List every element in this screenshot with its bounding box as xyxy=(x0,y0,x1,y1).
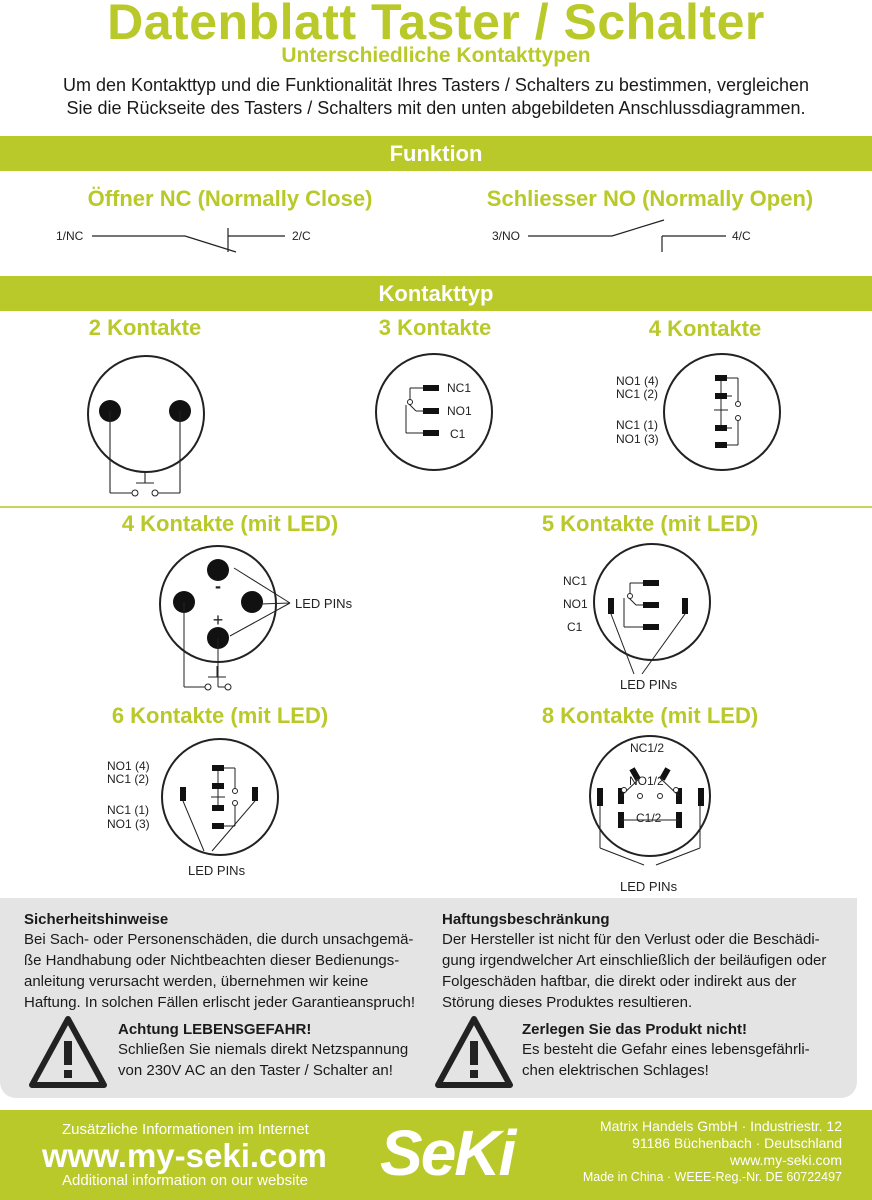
k4led-led-pins-label: LED PINs xyxy=(295,596,353,611)
k5-label-c1: C1 xyxy=(567,620,583,634)
no-left-label: 3/NO xyxy=(492,229,521,243)
footer-company-info xyxy=(520,1118,842,1186)
nc-title: Öffner NC (Normally Close) xyxy=(87,186,373,211)
no-switch-symbol xyxy=(528,220,726,252)
k4led-plus: + xyxy=(212,610,224,630)
funktion-bar: Funktion xyxy=(0,136,872,171)
k5led-led-pins-label: LED PINs xyxy=(620,677,678,692)
nc-left-label: 1/NC xyxy=(56,229,84,243)
liability-line: Störung dieses Produktes resultieren. xyxy=(442,994,693,1011)
k4led-minus: - xyxy=(215,576,221,596)
warning-danger-line: Schließen Sie niemals direkt Netzspannung xyxy=(118,1041,409,1058)
liability-line: gung irgendwelcher Art einschließlich der beiläufigen oder xyxy=(442,952,827,969)
page-title: Datenblatt Taster / Schalter xyxy=(107,0,765,50)
intro-line: Um den Kontakttyp und die Funktionalität Ihres Tasters / Schalters zu bestimmen, vergleichen xyxy=(62,75,810,95)
footer-info-en: Additional information on our website xyxy=(62,1172,308,1189)
k3-label-nc1: NC1 xyxy=(447,381,472,395)
safety-line: Haftung. In solchen Fällen erlischt jeder Garantieanspruch! xyxy=(24,994,416,1011)
k6-label-nc1-2: NC1 (2) xyxy=(107,772,150,786)
k3-diagram xyxy=(370,350,500,480)
k2-title: 2 Kontakte xyxy=(88,315,202,340)
nc-switch-symbol xyxy=(92,228,285,252)
k8led-led-pins-label: LED PINs xyxy=(620,879,678,894)
k5led-title: 5 Kontakte (mit LED) xyxy=(541,511,759,536)
footer-company: Matrix Handels GmbH · Industriestr. 12 xyxy=(600,1118,842,1134)
k4-label-no1-3: NO1 (3) xyxy=(616,432,659,446)
warning-danger-title: Achtung LEBENSGEFAHR! xyxy=(118,1021,312,1038)
warning-danger xyxy=(118,1020,438,1081)
k8-label-no12: NO1/2 xyxy=(629,774,664,788)
kontakttyp-bar: Kontakttyp xyxy=(0,276,872,311)
k6led-led-pins-label: LED PINs xyxy=(188,863,246,878)
section-divider xyxy=(0,506,872,508)
safety-line: anleitung verursacht werden, übernehmen wir keine xyxy=(24,973,369,990)
k6-label-nc1-1: NC1 (1) xyxy=(107,803,150,817)
seki-logo: SeKi xyxy=(380,1117,515,1189)
footer-city: 91186 Büchenbach · Deutschland xyxy=(632,1135,842,1151)
k5led-diagram xyxy=(590,540,730,680)
k4-diagram xyxy=(660,350,790,480)
k2-diagram xyxy=(80,350,220,500)
footer-url[interactable]: www.my-seki.com xyxy=(42,1137,327,1174)
k6-label-no1-3: NO1 (3) xyxy=(107,817,150,831)
k5-label-nc1: NC1 xyxy=(563,574,588,588)
intro-text xyxy=(20,74,852,120)
footer-web[interactable]: www.my-seki.com xyxy=(729,1152,842,1168)
footer-info-de: Zusätzliche Informationen im Internet xyxy=(62,1121,309,1138)
intro-line: Sie die Rückseite des Tasters / Schalters mit den unten abgebildeten Anschlussdiagrammen. xyxy=(66,98,806,118)
k8led-title: 8 Kontakte (mit LED) xyxy=(541,703,759,728)
k4-title: 4 Kontakte xyxy=(648,316,762,341)
warning-disassemble xyxy=(522,1020,852,1081)
k6-label-no1-4: NO1 (4) xyxy=(107,759,150,773)
k3-label-no1: NO1 xyxy=(447,404,472,418)
k4-label-no1-4: NO1 (4) xyxy=(616,374,659,388)
warning-triangle-icon xyxy=(28,1015,108,1090)
warning-disassemble-line: chen elektrischen Schlages! xyxy=(522,1062,709,1079)
liability-line: Folgeschäden haftbar, die direkt oder indirekt aus der xyxy=(442,973,797,990)
no-title: Schliesser NO (Normally Open) xyxy=(486,186,814,211)
warning-disassemble-title: Zerlegen Sie das Produkt nicht! xyxy=(522,1021,748,1038)
safety-line: ße Handhabung oder Nichtbeachten dieser Bedienungs- xyxy=(24,952,400,969)
safety-line: Bei Sach- oder Personenschäden, die durch unsachgemä- xyxy=(24,931,414,948)
footer-made: Made in China · WEEE-Reg.-Nr. DE 60722497 xyxy=(582,1170,842,1184)
no-right-label: 4/C xyxy=(732,229,751,243)
safety-title: Sicherheitshinweise xyxy=(24,911,169,928)
k6led-diagram xyxy=(158,735,288,875)
switch-symbols xyxy=(0,210,872,260)
k4-label-nc1-1: NC1 (1) xyxy=(616,418,659,432)
k4led-title: 4 Kontakte (mit LED) xyxy=(121,511,339,536)
k6led-title: 6 Kontakte (mit LED) xyxy=(111,703,329,728)
k3-label-c1: C1 xyxy=(450,427,466,441)
warning-triangle-icon xyxy=(434,1015,514,1090)
k4led-diagram xyxy=(150,540,370,700)
k5-label-no1: NO1 xyxy=(563,597,588,611)
liability-section xyxy=(442,910,857,1013)
k8-label-nc12: NC1/2 xyxy=(630,741,665,755)
k4-label-nc1-2: NC1 (2) xyxy=(616,387,659,401)
page-subtitle: Unterschiedliche Kontakttypen xyxy=(281,44,591,67)
k3-title: 3 Kontakte xyxy=(378,315,492,340)
liability-title: Haftungsbeschränkung xyxy=(442,911,610,928)
warning-danger-line: von 230V AC an den Taster / Schalter an! xyxy=(118,1062,393,1079)
liability-line: Der Hersteller ist nicht für den Verlust oder die Beschädi- xyxy=(442,931,820,948)
safety-section xyxy=(24,910,434,1013)
nc-right-label: 2/C xyxy=(292,229,311,243)
warning-disassemble-line: Es besteht die Gefahr eines lebensgefährli- xyxy=(522,1041,810,1058)
k8-label-c12: C1/2 xyxy=(636,811,662,825)
